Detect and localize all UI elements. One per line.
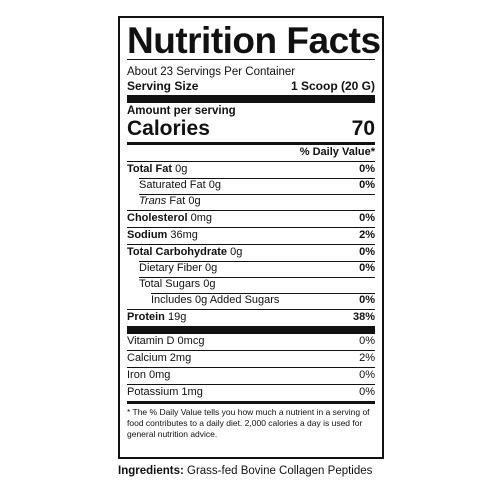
nutrient-name: Total Carbohydrate: [127, 246, 228, 258]
divider-thick: [127, 95, 375, 103]
nutrient-name: Dietary Fiber 0g: [139, 262, 218, 274]
serving-size-label: Serving Size: [127, 79, 199, 93]
nutrient-amount: Fat 0g: [169, 195, 201, 207]
nutrient-dv: 0%: [359, 212, 375, 224]
vitamin-name: Vitamin D 0mcg: [127, 335, 205, 347]
calories-row: [127, 118, 375, 140]
nutrient-row-added-sugars: [127, 293, 375, 309]
vitamin-dv: 0%: [359, 386, 375, 398]
nutrient-dv: 0%: [359, 163, 375, 175]
nutrient-dv: 0%: [359, 246, 375, 258]
nutrient-row-dietary-fiber: [127, 261, 375, 277]
nutrient-amount: 0mg: [190, 212, 212, 224]
vitamin-row-vitamin-d: [127, 334, 375, 350]
nutrient-row-trans-fat: [127, 194, 375, 210]
nutrient-row-total-sugars: [127, 277, 375, 293]
nutrient-row-sodium: [127, 227, 375, 244]
nutrient-row-total-fat: [127, 161, 375, 178]
nutrient-amount: 36mg: [170, 229, 198, 241]
nutrition-facts-label: [118, 16, 384, 459]
serving-size-value: 1 Scoop (20 G): [290, 79, 375, 93]
nutrient-amount: 0g: [230, 246, 243, 258]
nutrient-dv: 0%: [359, 294, 375, 306]
daily-value-header: % Daily Value*: [299, 146, 375, 158]
vitamin-name: Iron 0mg: [127, 369, 171, 381]
vitamin-name: Calcium 2mg: [127, 352, 192, 364]
calories-label: Calories: [127, 117, 210, 140]
ingredients-text: Grass-fed Bovine Collagen Peptides: [187, 465, 373, 477]
nutrient-row-total-carbohydrate: [127, 244, 375, 261]
nutrient-name: Protein: [127, 311, 165, 323]
vitamin-dv: 0%: [359, 335, 375, 347]
nutrient-dv: 0%: [359, 179, 375, 191]
serving-size-row: [127, 79, 375, 93]
divider-thick: [127, 326, 375, 334]
nutrient-row-cholesterol: [127, 210, 375, 227]
vitamin-dv: 0%: [359, 369, 375, 381]
nutrient-dv: 0%: [359, 262, 375, 274]
ingredients-label: Ingredients:: [118, 465, 184, 477]
nutrient-amount: 19g: [167, 311, 187, 323]
nutrient-name: Total Sugars 0g: [139, 278, 216, 290]
amount-per-serving: Amount per serving: [127, 105, 236, 117]
nutrient-dv: 2%: [359, 229, 375, 241]
vitamin-row-potassium: [127, 384, 375, 401]
nutrient-name: Saturated Fat 0g: [139, 179, 221, 191]
nutrient-name: Sodium: [127, 229, 168, 241]
divider-medium: [127, 401, 375, 404]
vitamin-name: Potassium 1mg: [127, 386, 203, 398]
nutrient-name: Includes 0g Added Sugars: [151, 294, 280, 306]
vitamin-row-calcium: [127, 350, 375, 367]
calories-value: 70: [351, 117, 375, 140]
nutrient-name: Cholesterol: [127, 212, 188, 224]
servings-per-container: About 23 Servings Per Container: [127, 66, 296, 78]
nutrient-row-protein: [127, 309, 375, 326]
label-title: Nutrition Facts: [127, 20, 381, 61]
vitamin-dv: 2%: [359, 352, 375, 364]
ingredients-line: [118, 465, 372, 477]
daily-value-footnote: * The % Daily Value tells you how much a nutrient in a serving of food contributes to a daily diet. 2,000 calories a day is used for general nutrition advice.: [127, 407, 370, 439]
nutrient-name: Total Fat: [127, 163, 173, 175]
vitamin-row-iron: [127, 367, 375, 384]
nutrient-dv: 38%: [352, 311, 375, 323]
nutrient-name: Trans: [139, 195, 167, 207]
nutrient-amount: 0g: [175, 163, 188, 175]
nutrient-row-saturated-fat: [127, 178, 375, 194]
